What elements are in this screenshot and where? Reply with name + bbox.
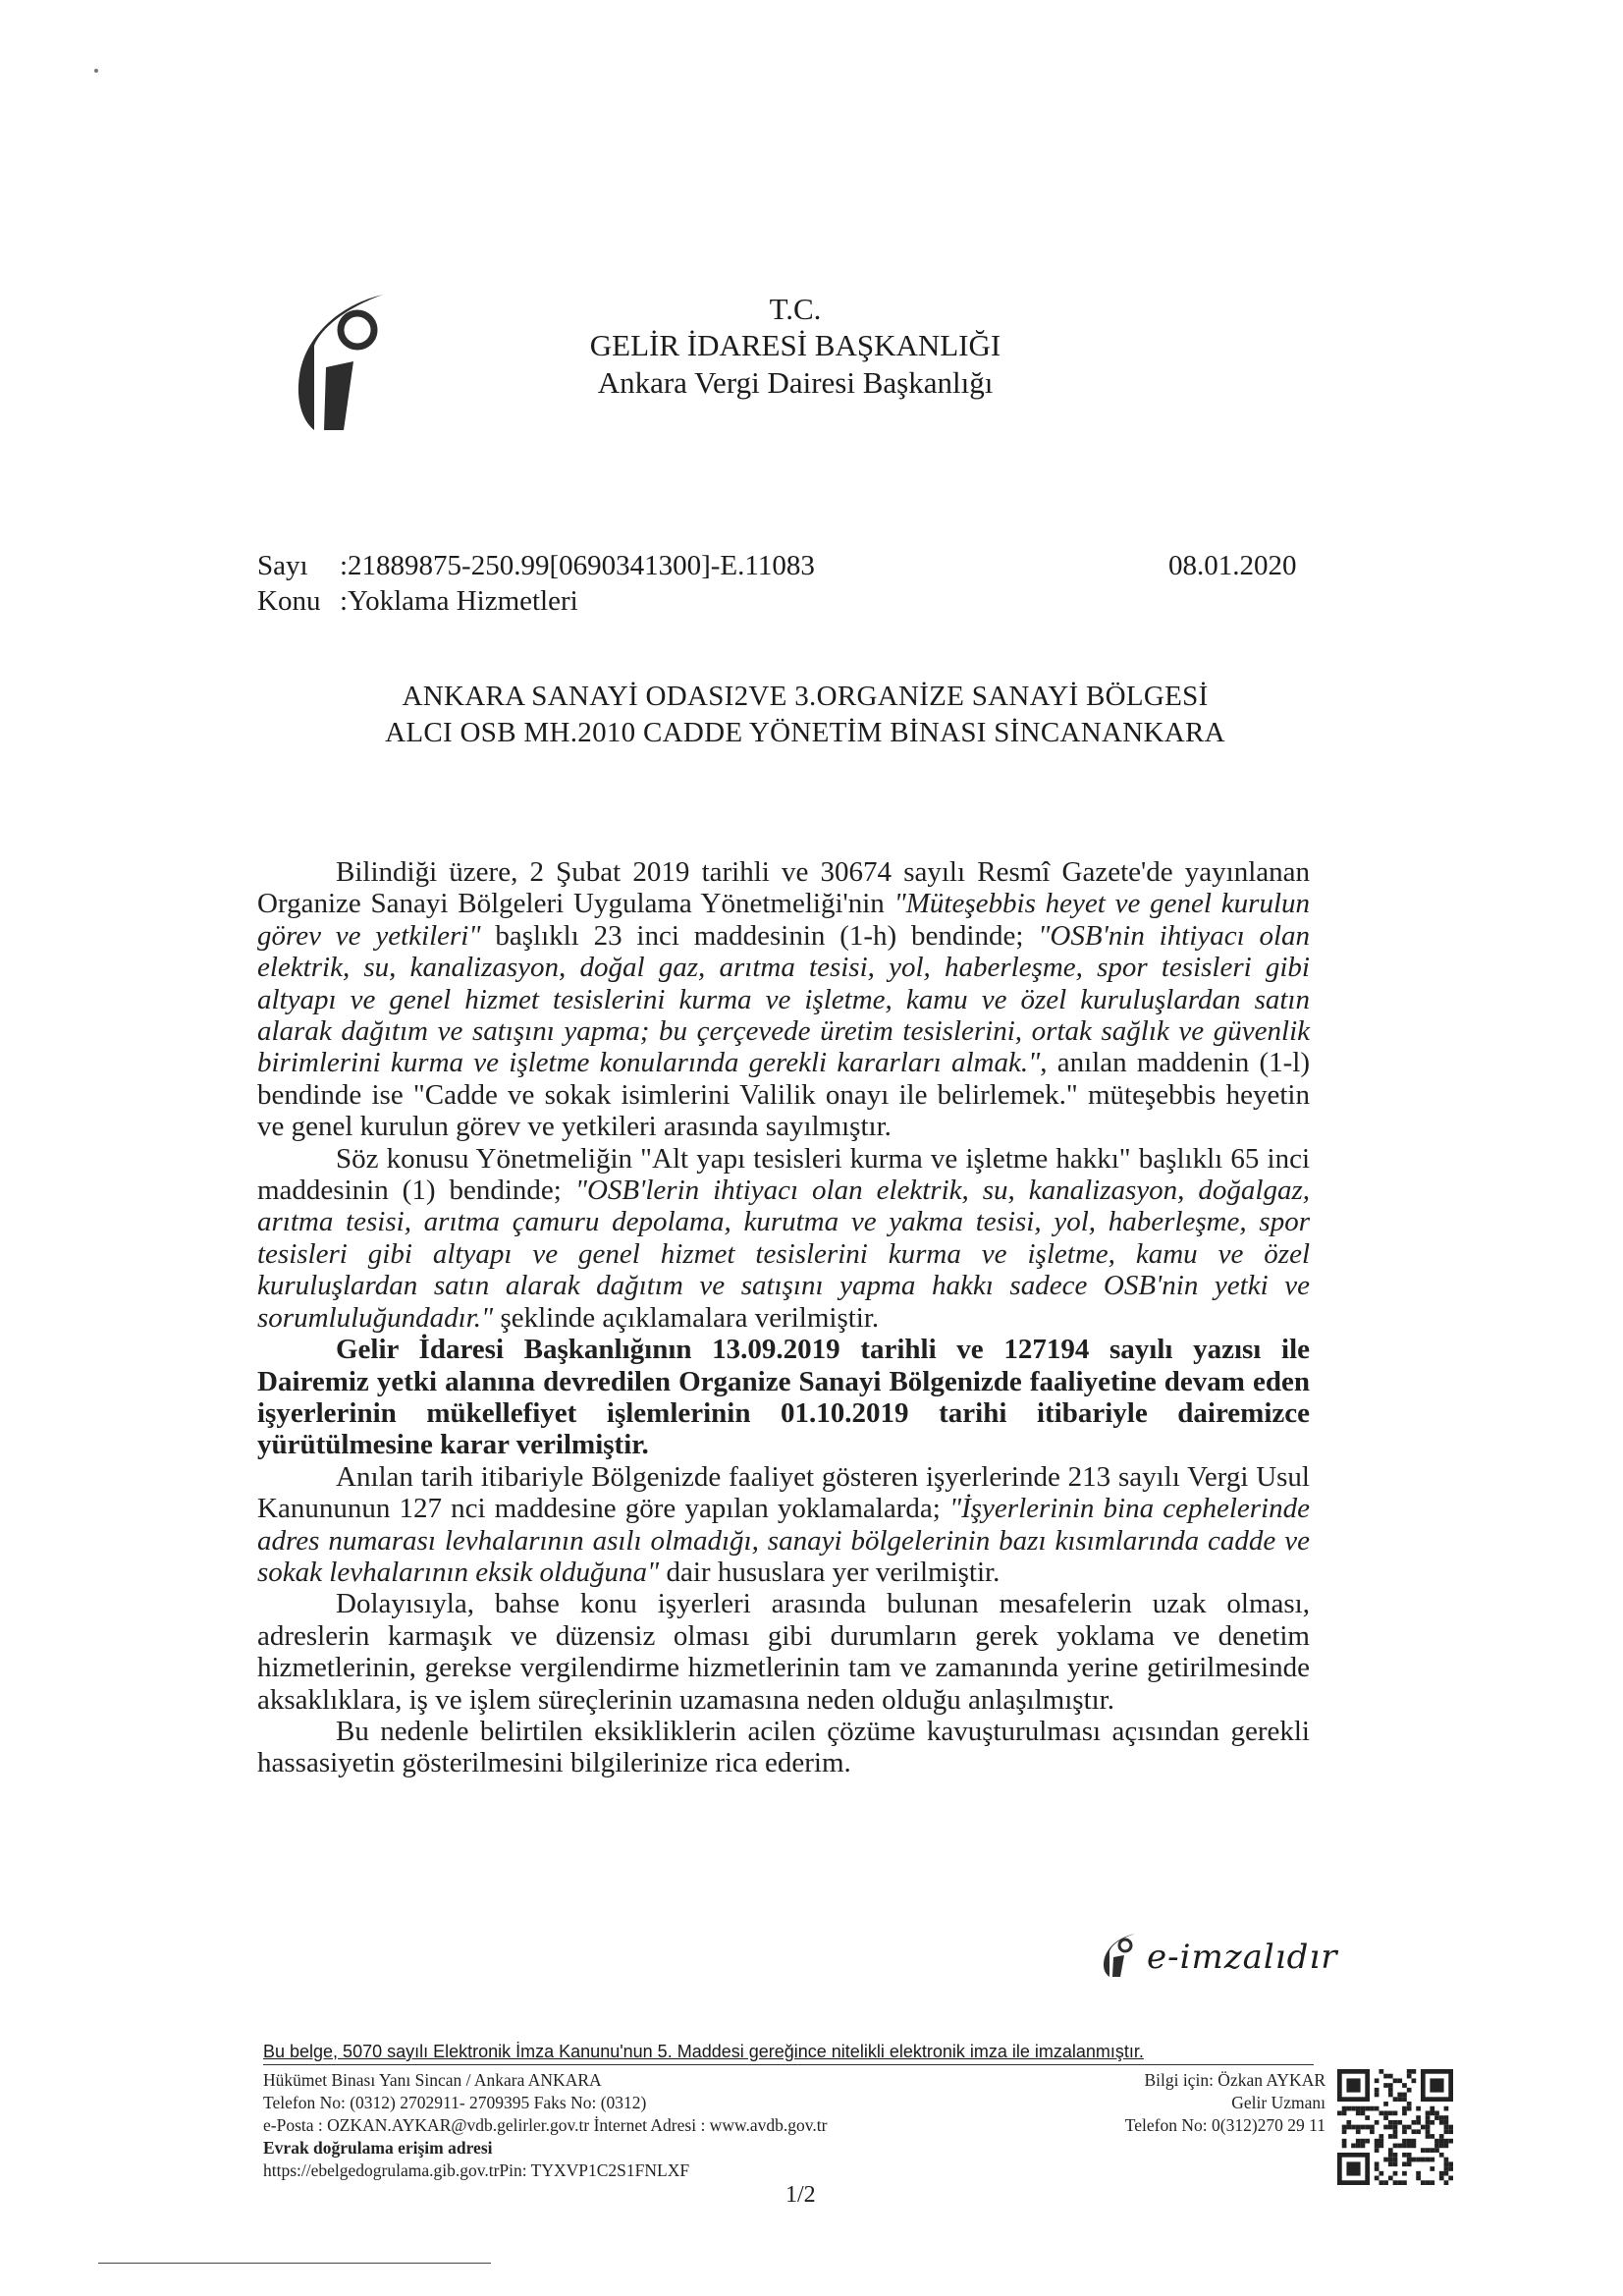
konu-value: :Yoklama Hizmetleri (340, 585, 578, 617)
paragraph-2: Söz konusu Yönetmeliğin "Alt yapı tesisleri kurma ve işletme hakkı" başlıklı 65 inci maddesinin (1) bendinde; "OSB'lerin ihtiyacı olan elektrik, su, kanalizasyon, doğalgaz, arıtma tesisi, arıtma çamuru depolama, kurutma ve yakma tesisi, yol, haberleşme, spor tesisleri gibi altyapı ve genel hizmet tesislerini kurma ve işletme, kamu ve özel kuruluşlardan satın alarak dağıtım ve satışını yapma hakkı sadece OSB'nin yetki ve sorumluluğundadır." şeklinde açıklamalara verilmiştir. (257, 1142, 1311, 1334)
bottom-rule (98, 2263, 491, 2264)
paragraph-1: Bilindiği üzere, 2 Şubat 2019 tarihli ve 30674 sayılı Resmî Gazete'de yayınlanan Organize Sanayi Bölgeleri Uygulama Yönetmeliği'nin "Müteşebbis heyet ve genel kurulun görev ve yetkileri" başlıklı 23 inci maddesinin (1-h) bendinde; "OSB'nin ihtiyacı olan elektrik, su, kanalizasyon, doğal gaz, arıtma tesisi, yol, haberleşme, spor tesisleri gibi altyapı ve genel hizmet tesislerini kurma ve işletme, kamu ve özel kuruluşlardan satın alarak dağıtım ve satışını yapma; bu çerçevede üretim tesislerini, ortak sağlık ve güvenlik birimlerini kurma ve işletme konularında gerekli kararları almak.", anılan maddenin (1-l) bendinde ise "Cadde ve sokak isimlerini Valilik onayı ile belirlemek." müteşebbis heyetin ve genel kurulun görev ve yetkileri arasında sayılmıştır. (257, 856, 1311, 1143)
footer-info-phone: Telefon No: 0(312)270 29 11 (1124, 2115, 1325, 2135)
gib-logo-icon (293, 287, 391, 434)
header-tc: T.C. (769, 292, 822, 326)
footer-verify-label: Evrak doğrulama erişim adresi (263, 2138, 493, 2158)
footer-info-label: Bilgi için: Özkan AYKAR (1144, 2070, 1325, 2090)
footer-address: Hükümet Binası Yanı Sincan / Ankara ANKARA (263, 2070, 602, 2090)
gib-small-logo-icon (1100, 1930, 1139, 1979)
footer-info (1060, 2069, 1325, 2137)
paragraph-4: Anılan tarih itibariyle Bölgenizde faaliyet gösteren işyerlerinde 213 sayılı Vergi Usul Kanununun 127 nci maddesine göre yapılan yoklamalarda; "İşyerlerinin bina cephelerinde adres numarası levhalarının asılı olmadığı, sanayi bölgelerinin bazı kısımlarında cadde ve sokak levhalarının eksik olduğuna" dair hususlara yer verilmiştir. (257, 1460, 1310, 1588)
document-date: 08.01.2020 (1168, 550, 1297, 581)
recipient-line-1: ANKARA SANAYİ ODASI2VE 3.ORGANİZE SANAYİ BÖLGESİ (402, 681, 1209, 712)
header-institution: GELİR İDARESİ BAŞKANLIĞI (589, 328, 1001, 362)
header-department: Ankara Vergi Dairesi Başkanlığı (597, 365, 994, 400)
qr-code-icon (1337, 2069, 1453, 2185)
footer-email-web: e-Posta : OZKAN.AYKAR@vdb.gelirler.gov.tr İnternet Adresi : www.avdb.gov.tr (263, 2115, 828, 2135)
paragraph-3: Gelir İdaresi Başkanlığının 13.09.2019 tarihli ve 127194 sayılı yazısı ile Dairemiz yetki alanına devredilen Organize Sanayi Bölgenizde faaliyetine devam eden işyerlerinin mükellefiyet işlemlerinin 01.10.2019 tarihi itibariyle dairemizce yürütülmesine karar verilmiştir. (257, 1334, 1310, 1461)
paragraph-5: Dolayısıyla, bahse konu işyerleri arasında bulunan mesafelerin uzak olması, adreslerin karmaşık ve düzensiz olması gibi durumların gerek yoklama ve denetim hizmetlerinin, gerekse vergilendirme hizmetlerinin tam ve zamanında yerine getirilmesinde aksaklıklara, iş ve işlem süreçlerinin uzamasına neden olduğu anlaşılmıştır. (257, 1588, 1310, 1716)
sayi-label: Sayı (257, 550, 308, 581)
page-number: 1/2 (785, 2182, 816, 2208)
footer-verify-url: https://ebelgedogrulama.gib.gov.trPin: TYXVP1C2S1FNLXF (263, 2160, 690, 2180)
scan-speck (94, 69, 98, 73)
letter-body (257, 856, 1310, 1779)
footer-contact (263, 2069, 970, 2182)
e-signature-text: e-imzalıdır (1147, 1938, 1338, 1977)
footer-info-title: Gelir Uzmanı (1231, 2093, 1325, 2112)
konu-label: Konu (257, 585, 321, 617)
legal-note: Bu belge, 5070 sayılı Elektronik İmza Kanunu'nun 5. Maddesi gereğince nitelikli elektronik imza ile imzalanmıştır. (263, 2042, 1314, 2065)
paragraph-6: Bu nedenle belirtilen eksikliklerin acilen çözüme kavuşturulması açısından gerekli hassasiyetin gösterilmesini bilgilerinize rica ederim. (257, 1715, 1310, 1779)
footer-phone-fax: Telefon No: (0312) 2702911- 2709395 Faks No: (0312) (263, 2093, 647, 2112)
e-signature (1100, 1930, 1355, 1989)
sayi-value: :21889875-250.99[0690341300]-E.11083 (340, 550, 815, 581)
recipient-line-2: ALCI OSB MH.2010 CADDE YÖNETİM BİNASI SİNCANANKARA (385, 717, 1225, 748)
